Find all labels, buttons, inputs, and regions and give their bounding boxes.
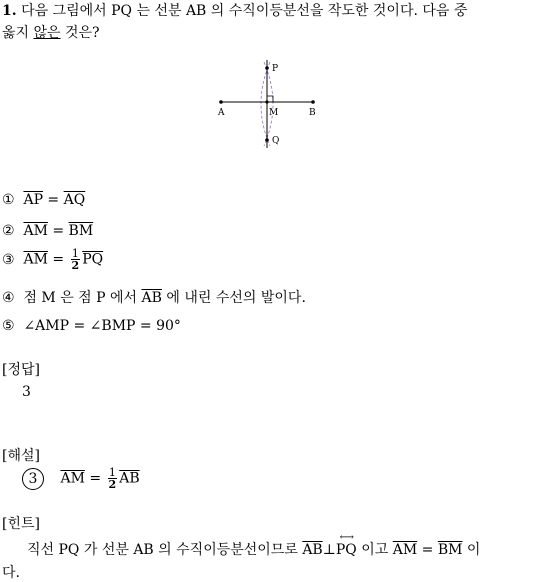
- choice-3[interactable]: ③ $\overline{AM}$ = $\frac{1}{2}$ $\overline{PQ}$: [2, 247, 104, 272]
- answer-value: 3: [22, 384, 31, 400]
- point-B: [311, 100, 315, 104]
- label-P: P: [272, 64, 279, 74]
- explanation-mark: 3: [22, 468, 44, 490]
- hint-line-2: 다.: [2, 565, 20, 581]
- question-text: 다음 그림에서 PQ 는 선분 AB 의 수직이등분선을 작도한 것이다. 다음 중: [21, 3, 468, 19]
- arc-right: [264, 62, 273, 146]
- choice-5[interactable]: ⑤ ∠AMP = ∠BMP = 90°: [2, 318, 181, 334]
- choice-1[interactable]: ① $\overline{AP} = \overline{AQ}$: [2, 192, 86, 208]
- explanation-body: 3 $\overline{AM}$ = $\frac{1}{2}$ $\overline{AB}$: [22, 467, 140, 490]
- label-M: M: [269, 108, 279, 118]
- point-Q: [265, 138, 269, 142]
- fraction: $\frac{1}{2}$: [108, 466, 117, 491]
- question-line-2: 옳지 않은 것은?: [2, 25, 100, 41]
- choice-4[interactable]: ④ 점 M 은 점 P 에서 $\overline{AB}$ 에 내린 수선의 발이다.: [2, 290, 306, 306]
- perpendicular-bisector-figure: [210, 58, 320, 150]
- question-line-1: [2, 0, 467, 22]
- hint-line-1: 직선 PQ 가 선분 AB 의 수직이등분선이므로 $\overline{AB}\perp$ ⟷ PQ 이고 $\overline{AM} = \overline{BM}$ 이: [27, 532, 481, 558]
- fraction: $\frac{1}{2}$: [71, 247, 80, 272]
- label-Q: Q: [272, 136, 280, 146]
- explanation-label: [해설]: [2, 448, 40, 464]
- line-notation: ⟷ PQ: [335, 532, 357, 558]
- choice-2[interactable]: ② $\overline{AM} = \overline{BM}$: [2, 223, 94, 239]
- point-M: [265, 100, 268, 103]
- point-P: [265, 66, 269, 70]
- label-A: A: [218, 108, 225, 118]
- answer-label: [정답]: [2, 362, 40, 378]
- label-B: B: [309, 108, 316, 118]
- point-A: [219, 100, 223, 104]
- arc-left: [261, 62, 270, 146]
- underlined-word: 않은: [33, 25, 61, 41]
- hint-label: [힌트]: [2, 516, 40, 532]
- question-number: 1.: [2, 3, 17, 19]
